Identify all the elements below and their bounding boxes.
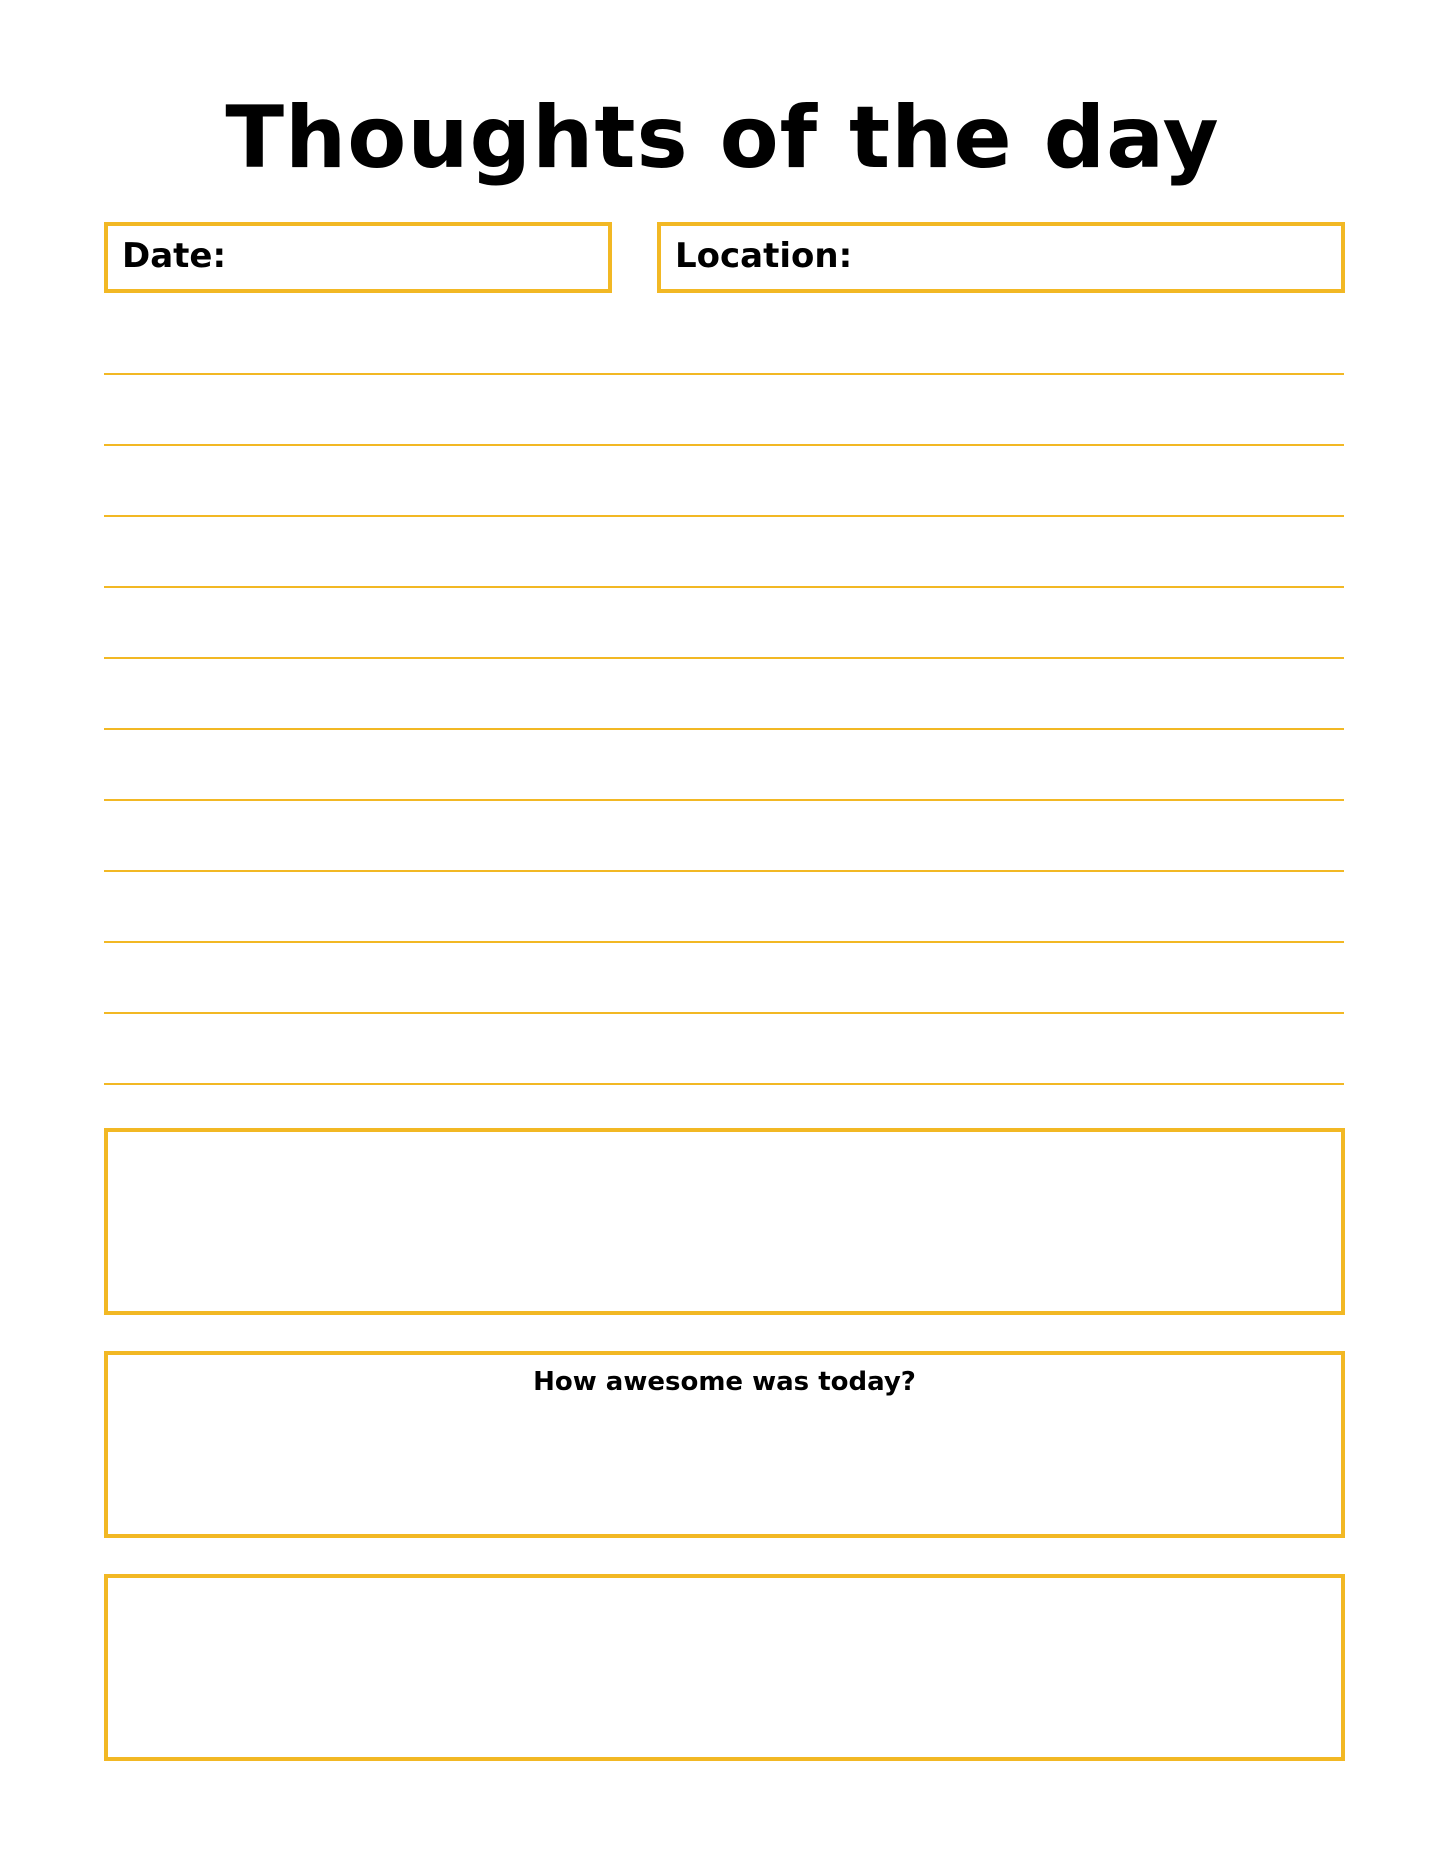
writing-line <box>104 1083 1344 1085</box>
rating-question: How awesome was today? <box>533 1367 916 1397</box>
location-label: Location: <box>675 236 853 276</box>
date-label: Date: <box>122 236 227 276</box>
writing-line <box>104 870 1344 872</box>
writing-line <box>104 1012 1344 1014</box>
page-title: Thoughts of the day <box>225 88 1220 188</box>
date-field[interactable] <box>104 222 612 293</box>
extra-box[interactable] <box>104 1574 1345 1761</box>
writing-line <box>104 728 1344 730</box>
location-field[interactable] <box>657 222 1345 293</box>
writing-line <box>104 657 1344 659</box>
writing-line <box>104 799 1344 801</box>
writing-line <box>104 444 1344 446</box>
notes-box[interactable] <box>104 1128 1345 1315</box>
writing-line <box>104 586 1344 588</box>
rating-box[interactable] <box>104 1351 1345 1538</box>
writing-line <box>104 373 1344 375</box>
writing-line <box>104 941 1344 943</box>
writing-line <box>104 515 1344 517</box>
